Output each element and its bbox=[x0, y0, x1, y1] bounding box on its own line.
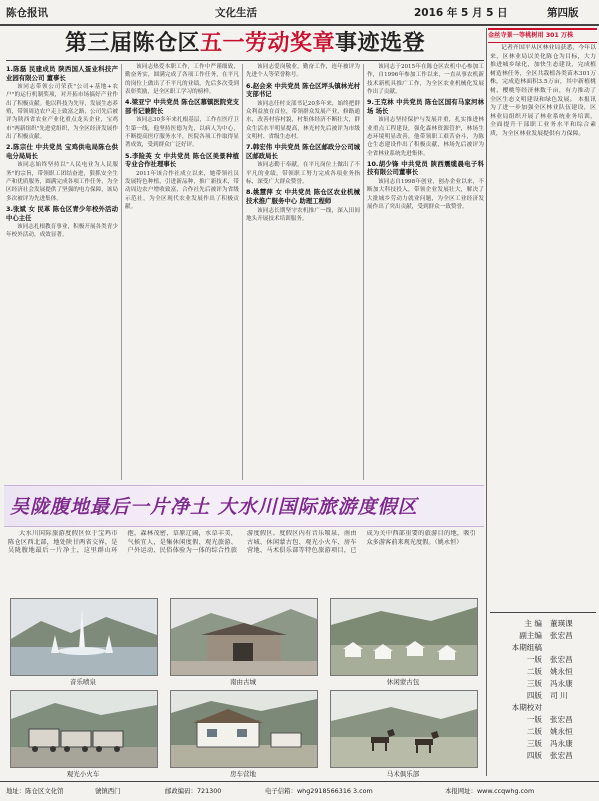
staff-role: 二版 bbox=[526, 727, 542, 736]
staff-role: 主 编 bbox=[524, 619, 542, 628]
article-heading: 4.梁亚宁 中共党员 陈仓区慕镇医院党支部书记兼院长 bbox=[125, 98, 239, 115]
page-number: 第四版 bbox=[547, 7, 579, 19]
section-name: 文化生活 bbox=[215, 7, 257, 19]
footer-postcode: 邮政编码：721300 bbox=[165, 787, 222, 795]
staff-name: 冯永康 bbox=[550, 679, 573, 688]
tourism-credit: （姚永恒） bbox=[434, 538, 463, 546]
photo-equestrian-club bbox=[330, 690, 478, 768]
photo-mongolian-yurts bbox=[330, 598, 478, 676]
article-paragraph: 该同志始终坚持以"人民电业为人民服务"的宗旨，带领职工团结奋进，狠抓安全生产和优质服务，圆满完成各项工作任务，为全区经济社会发展提供了坚强的电力保障，该局多次被评为先进集体。 bbox=[6, 162, 118, 202]
caption-music-fountain: 音乐喷泉 bbox=[70, 678, 96, 686]
fountain-image bbox=[11, 599, 157, 675]
photo-sightseeing-train bbox=[10, 690, 158, 768]
article-heading: 9.王克林 中共党员 陈仓区国有马家河林场 场长 bbox=[367, 98, 484, 115]
article-paragraph: 2011年该合作社成立以来，她带领社员发展特色种植，引进新品种，推广新技术，带动周边农户增收致富，合作社先后被评为省级示范社，为全区现代农业发展作出了积极贡献。 bbox=[125, 170, 239, 210]
article-paragraph: 该同志爱岗敬业，勤奋工作，连年被评为先进个人等荣誉称号。 bbox=[246, 64, 360, 79]
article-column-2 bbox=[125, 63, 239, 481]
train-image bbox=[11, 691, 157, 767]
staff-row bbox=[498, 666, 594, 678]
article-paragraph: 该同志热爱本职工作，工作中严谨细致，勤奋务实，圆满完成了各项工作任务，在平凡的岗位上做出了不平凡的业绩，先后多次受到表彰奖励，是全区职工学习的榜样。 bbox=[125, 64, 239, 95]
article-heading: 5.李险英 女 中共党员 陈仓区美景种植专业合作社理事长 bbox=[125, 151, 239, 169]
staff-row bbox=[498, 618, 594, 630]
article-column-1 bbox=[6, 63, 118, 481]
article-paragraph: 该同志坚持保护与发展并重，扎实推进林业重点工程建设，强化森林资源管护，林场生态环境明显改善，他带领职工艰苦奋斗，为陈仓生态建设作出了积极贡献，林场先后被评为全省林业系统先进集体。 bbox=[367, 117, 484, 157]
staff-row bbox=[498, 714, 594, 726]
staff-name: 董瑛课 bbox=[550, 619, 573, 628]
staff-role: 三版 bbox=[526, 679, 542, 688]
article-heading: 3.张斌 女 民革 陈仓区青少年校外活动中心主任 bbox=[6, 204, 118, 222]
staff-role: 一版 bbox=[526, 655, 542, 664]
paper-name: 陈仓报讯 bbox=[6, 7, 48, 19]
sidebar-body: 记者齐国平从区林业局获悉，今年以来，区林业局以美化陈仓为目标，大力推进城乡绿化，加快生态建设，完成植树造林任务，全区共栽植各类苗木301万株，完成造林面积3.5万亩，其中新植桃树、樱桃等经济林数千亩，有力推动了全区生态文明建设和绿色发展。 本报讯 为了进一步加强全区林业队伍建设，区林业局组织开展了林业系统业务培训，全面提升干部职工业务水平和综合素质，为全区林业发展提供有力保障。 bbox=[490, 45, 596, 137]
staff-role: 本期组稿 bbox=[511, 643, 542, 652]
issue-date: 2016 年 5 月 5 日 bbox=[414, 7, 508, 19]
photo-nanyou-ancient-city bbox=[170, 598, 318, 676]
tourism-article bbox=[8, 530, 476, 594]
staff-name: 姚永恒 bbox=[550, 667, 573, 676]
sidebar-article bbox=[490, 44, 596, 604]
caption-rv-camp: 房车营地 bbox=[230, 770, 256, 778]
staff-role: 本期校对 bbox=[511, 703, 542, 712]
sidebar-divider bbox=[486, 28, 487, 776]
footer-address: 地址：陈仓区文化馆 bbox=[6, 787, 64, 795]
staff-name: 张宏昌 bbox=[550, 751, 573, 760]
sidebar-title: 金丝寺景一等桃树用 301 万株 bbox=[488, 32, 574, 39]
horse-image bbox=[331, 691, 477, 767]
staff-row bbox=[498, 738, 594, 750]
staff-role: 二版 bbox=[526, 667, 542, 676]
page-footer bbox=[0, 781, 599, 801]
staff-row bbox=[498, 702, 594, 714]
staff-row bbox=[498, 630, 594, 642]
staff-role: 四版 bbox=[526, 751, 542, 760]
staff-row bbox=[498, 726, 594, 738]
photo-music-fountain bbox=[10, 598, 158, 676]
staff-rule bbox=[490, 612, 596, 613]
staff-row bbox=[498, 690, 594, 702]
title-rule bbox=[6, 60, 484, 61]
article-paragraph: 该同志30多年来扎根基层，工作在医疗卫生第一线，他坚持医德为先，以病人为中心，不断提高医疗服务水平，医院各项工作取得显著成效，受到群众广泛好评。 bbox=[125, 117, 239, 149]
article-paragraph: 该同志带领公司荣获"公司+基地+农户"的运行机制奖项，对开拓市场搞好产业作出了积极贡献。他以科技为先导，发展生态养殖，带领周边农户走上致富之路，公司先后被评为陕西省农业产业化重点龙头企业，宝鸡市"两新组织"先进党组织，为全区经济发展作出了积极贡献。 bbox=[6, 84, 118, 140]
staff-name: 姚永恒 bbox=[550, 727, 573, 736]
article-column-3 bbox=[246, 63, 360, 481]
title-highlight: 五一劳动奖章 bbox=[199, 30, 335, 56]
tourism-body: 大水川国际旅游度假区位于宝鸡市陈仓区西北部，地处陕甘两省交界，是吴陇腹地最后一片净土，这里群山环抱，森林茂密，草原辽阔，水草丰美，气候宜人，是集休闲度假、观光旅游、户外运动、民俗体验为一体的综合性旅游度假区。度假区内有音乐喷泉、南由古城、休闲蒙古包、观光小火车、房车营地、马术俱乐部等特色旅游项目，已成为关中西部重要的旅游目的地，吸引众多游客前来观光度假。 bbox=[8, 530, 476, 555]
staff-role: 四版 bbox=[526, 691, 542, 700]
article-heading: 6.赵会来 中共党员 陈仓区坪头镇林光村 支部书记 bbox=[246, 81, 360, 99]
title-part-2: 事迹选登 bbox=[335, 30, 426, 56]
staff-role: 副主编 bbox=[519, 631, 542, 640]
article-heading: 10.胡少锋 中共党员 陕西震缆晨电子科技有限公司董事长 bbox=[367, 159, 484, 177]
staff-row bbox=[498, 654, 594, 666]
tourism-banner-title: 吴陇腹地最后一片净土 大水川国际旅游度假区 bbox=[10, 496, 418, 518]
title-part-1: 第三届陈仓区 bbox=[64, 30, 200, 56]
article-paragraph: 该同志长期坚守农机推广一线，深入田间地头开展技术培训服务。 bbox=[246, 207, 360, 222]
caption-equestrian-club: 马术俱乐部 bbox=[386, 770, 420, 778]
staff-name: 冯永康 bbox=[550, 739, 573, 748]
staff-role: 三版 bbox=[526, 739, 542, 748]
staff-name: 张宏昌 bbox=[550, 631, 573, 640]
column-divider bbox=[121, 64, 122, 480]
footer-website: 本报网址：www.ccqwhg.com bbox=[445, 787, 535, 795]
article-heading: 1.陈磊 民建成员 陕西国人蛋业科技产业园有限公司 董事长 bbox=[6, 65, 118, 82]
staff-name: 司 川 bbox=[550, 691, 568, 700]
article-column-4 bbox=[367, 63, 484, 481]
page-header bbox=[0, 0, 599, 26]
page-title bbox=[6, 28, 484, 58]
column-divider bbox=[363, 64, 364, 480]
staff-name: 张宏昌 bbox=[550, 715, 573, 724]
article-heading: 8.姚慧萍 女 中共党员 陈仓区农业机械技术推广服务中心 助理工程师 bbox=[246, 188, 360, 205]
rv-camp-image bbox=[171, 691, 317, 767]
footer-email: 电子信箱：whg2918566316 3.com bbox=[265, 787, 373, 795]
article-paragraph: 该同志勤于奉献，在平凡岗位上做出了不平凡的业绩，带领职工努力完成各项业务指标，深受广大群众赞誉。 bbox=[246, 162, 360, 186]
article-paragraph: 该同志自1998年创业，创办企业以来，不断加大科技投入，带领企业发展壮大，解决了大批城乡劳动力就业问题，为全区工业经济发展作出了突出贡献，受到群众一致赞誉。 bbox=[367, 179, 484, 210]
photo-rv-camp bbox=[170, 690, 318, 768]
column-divider bbox=[242, 64, 243, 480]
staff-row bbox=[498, 678, 594, 690]
sidebar-title-bar bbox=[488, 28, 597, 43]
caption-sightseeing-train: 观光小火车 bbox=[66, 770, 100, 778]
staff-list bbox=[498, 618, 594, 762]
caption-mongolian-yurts: 休闲蒙古包 bbox=[386, 678, 420, 686]
staff-role: 一版 bbox=[526, 715, 542, 724]
staff-row bbox=[498, 750, 594, 762]
article-paragraph: 该同志任村支部书记20多年来，始终把群众利益放在首位，带领群众发展产业，修路通水，改善村容村貌，村集体经济不断壮大，群众生活水平明显提高，林光村先后被评为市级文明村、省级生态村。 bbox=[246, 100, 360, 140]
yurt-image bbox=[331, 599, 477, 675]
footer-location: 虢镇西门 bbox=[95, 787, 121, 795]
staff-row bbox=[498, 642, 594, 654]
ancient-city-image bbox=[171, 599, 317, 675]
article-heading: 2.陈宗仕 中共党员 宝鸡供电局陈仓供电分局局长 bbox=[6, 143, 118, 160]
caption-nanyou-ancient-city: 南由古城 bbox=[230, 678, 256, 686]
article-heading: 7.韩宏伟 中共党员 陈仓区邮政分公司城区邮政局长 bbox=[246, 143, 360, 160]
staff-name: 张宏昌 bbox=[550, 655, 573, 664]
article-paragraph: 该同志于2015年在陈仓区农机中心参加工作，自1996年参加工作以来，一直从事农机新技术新机具推广工作，为全区农业机械化发展作出了贡献。 bbox=[367, 64, 484, 95]
article-paragraph: 该同志扎根教育事业，积极开展各类青少年校外活动，成效显著。 bbox=[6, 224, 118, 239]
